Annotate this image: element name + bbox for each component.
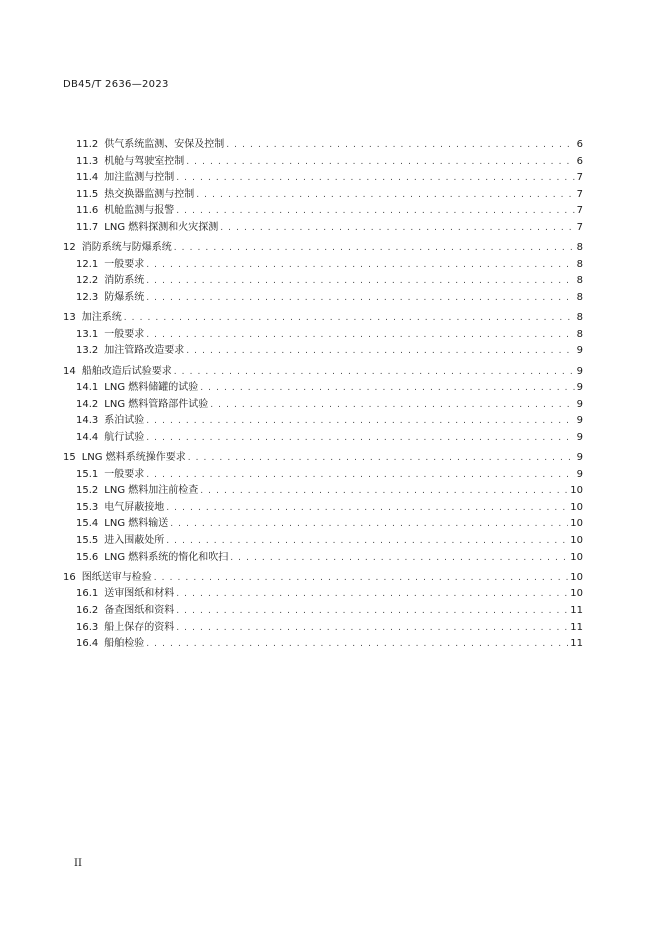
toc-leader-dots (176, 586, 568, 603)
toc-page-number: 9 (576, 398, 583, 410)
toc-entry-title: 系泊试验 (104, 415, 145, 427)
toc-leader-dots (174, 240, 575, 257)
toc-entry-title: 供气系统监测、安保及控制 (104, 139, 225, 150)
toc-leader-dots (154, 570, 569, 587)
toc-entry-title: 船上保存的资料 (104, 621, 175, 633)
toc-entry-title: 机舱与驾驶室控制 (104, 155, 185, 167)
toc-entry-title: 消防系统 (104, 275, 145, 287)
toc-entry-title: 消防系统与防爆系统 (81, 242, 172, 254)
toc-page-number: 8 (576, 242, 583, 254)
toc-entry-number: 15.6 (76, 551, 99, 563)
toc-page-number: 10 (570, 571, 583, 583)
toc-section-entry[interactable] (63, 586, 583, 603)
toc-leader-dots (230, 550, 568, 567)
document-code: DB45/T 2636—2023 (63, 79, 169, 90)
toc-leader-dots (174, 364, 575, 381)
toc-entry-title: 一般要求 (104, 468, 145, 480)
toc-section-entry[interactable] (63, 203, 583, 220)
toc-entry-number: 11.3 (76, 155, 99, 167)
toc-entry-number: 12.1 (76, 258, 99, 270)
toc-entry-title: 船舶检验 (104, 638, 145, 650)
toc-entry-number: 11.5 (76, 188, 99, 200)
toc-chapter-entry[interactable] (63, 450, 583, 467)
toc-entry-title: 图纸送审与检验 (81, 571, 152, 583)
toc-entry-title: 航行试验 (104, 431, 145, 443)
toc-leader-dots (196, 187, 574, 204)
toc-entry-title: 送审图纸和材料 (104, 588, 175, 600)
toc-section-entry[interactable] (63, 154, 583, 171)
toc-entry-title: LNG 燃料探测和火灾探测 (104, 221, 219, 233)
toc-section-entry[interactable] (63, 500, 583, 517)
toc-entry-number: 11.2 (76, 139, 99, 150)
toc-page-number: 11 (570, 621, 583, 633)
toc-page-number: 7 (576, 172, 583, 184)
toc-section-entry[interactable] (63, 257, 583, 274)
toc-entry-title: 船舶改造后试验要求 (81, 365, 172, 377)
toc-section-entry[interactable] (63, 516, 583, 533)
toc-entry-number: 14.4 (76, 431, 99, 443)
toc-entry-number: 13 (63, 312, 76, 324)
toc-page-number: 9 (576, 468, 583, 480)
toc-leader-dots (220, 220, 574, 237)
toc-entry-number: 16.4 (76, 638, 99, 650)
toc-section-entry[interactable] (63, 343, 583, 360)
toc-page-number: 8 (576, 312, 583, 324)
toc-page-number: 8 (576, 291, 583, 303)
toc-entry-title: 进入围蔽处所 (104, 535, 165, 547)
toc-leader-dots (186, 154, 574, 171)
toc-section-entry[interactable] (63, 550, 583, 567)
toc-page-number: 6 (576, 155, 583, 167)
toc-entry-number: 15.2 (76, 485, 99, 497)
toc-entry-title: LNG 燃料储罐的试验 (104, 382, 199, 394)
toc-entry-title: LNG 燃料输送 (104, 518, 169, 530)
toc-entry-number: 15.5 (76, 535, 99, 547)
toc-entry-number: 11.7 (76, 221, 99, 233)
toc-leader-dots (146, 290, 574, 307)
toc-entry-number: 15.1 (76, 468, 99, 480)
toc-entry-title: 一般要求 (104, 328, 145, 340)
toc-page-number: 11 (570, 638, 583, 650)
toc-entry-number: 14.1 (76, 382, 99, 394)
toc-entry-number: 15.3 (76, 501, 99, 513)
toc-entry-number: 15 (63, 452, 76, 464)
toc-page-number: 8 (576, 258, 583, 270)
toc-section-entry[interactable] (63, 170, 583, 187)
toc-entry-title: 防爆系统 (104, 291, 145, 303)
toc-page-number: 6 (576, 139, 583, 150)
table-of-contents (63, 137, 583, 653)
toc-page-number: 9 (576, 415, 583, 427)
toc-leader-dots (146, 636, 568, 653)
toc-entry-number: 13.2 (76, 345, 99, 357)
toc-leader-dots (176, 170, 574, 187)
toc-section-entry[interactable] (63, 467, 583, 484)
toc-leader-dots (146, 430, 574, 447)
toc-entry-title: 备查图纸和资料 (104, 605, 175, 616)
toc-entry-title: 机舱监测与报警 (104, 205, 175, 217)
toc-entry-number: 13.1 (76, 328, 99, 340)
toc-leader-dots (226, 137, 574, 154)
toc-entry-title: 热交换器监测与控制 (104, 188, 195, 200)
toc-page-number: 10 (570, 588, 583, 600)
toc-leader-dots (146, 327, 574, 344)
toc-page-number: 7 (576, 188, 583, 200)
toc-entry-number: 16.1 (76, 588, 99, 600)
toc-entry-number: 15.4 (76, 518, 99, 530)
toc-section-entry[interactable] (63, 533, 583, 550)
toc-page-number: 7 (576, 221, 583, 233)
toc-leader-dots (124, 310, 575, 327)
toc-page-number: 9 (576, 431, 583, 443)
toc-entry-number: 16.2 (76, 605, 99, 616)
toc-entry-title: 加注监测与控制 (104, 172, 175, 184)
toc-leader-dots (176, 203, 574, 220)
toc-section-entry[interactable] (63, 327, 583, 344)
toc-leader-dots (200, 483, 568, 500)
toc-page-number: 10 (570, 551, 583, 563)
toc-section-entry[interactable] (63, 380, 583, 397)
toc-page-number: 10 (570, 501, 583, 513)
toc-chapter-entry[interactable] (63, 240, 583, 257)
toc-entry-number: 12.2 (76, 275, 99, 287)
toc-leader-dots (176, 620, 568, 637)
toc-page-number: 10 (570, 518, 583, 530)
toc-section-entry[interactable] (63, 290, 583, 307)
toc-leader-dots (200, 380, 574, 397)
toc-entry-title: LNG 燃料系统的惰化和吹扫 (104, 551, 229, 563)
toc-leader-dots (146, 273, 574, 290)
toc-leader-dots (146, 257, 574, 274)
toc-leader-dots (166, 500, 568, 517)
toc-chapter-entry[interactable] (63, 570, 583, 587)
toc-page-number: 10 (570, 485, 583, 497)
toc-entry-title: LNG 燃料加注前检查 (104, 485, 199, 497)
toc-page-number: 8 (576, 328, 583, 340)
toc-section-entry[interactable] (63, 603, 583, 620)
toc-leader-dots (186, 343, 574, 360)
toc-section-entry[interactable] (63, 273, 583, 290)
toc-section-entry[interactable] (63, 430, 583, 447)
toc-entry-title: 一般要求 (104, 258, 145, 270)
toc-leader-dots (176, 603, 568, 620)
toc-chapter-entry[interactable] (63, 310, 583, 327)
toc-page-number: 7 (576, 205, 583, 217)
toc-page-number: 9 (576, 452, 583, 464)
toc-leader-dots (170, 516, 568, 533)
toc-entry-number: 11.4 (76, 172, 99, 184)
toc-page-number: 9 (576, 365, 583, 377)
toc-section-entry[interactable] (63, 187, 583, 204)
toc-section-entry[interactable] (63, 636, 583, 653)
toc-entry-number: 16 (63, 571, 76, 583)
toc-entry-title: 加注系统 (81, 312, 122, 324)
toc-entry-title: LNG 燃料管路部件试验 (104, 398, 209, 410)
toc-page-number: 11 (570, 605, 583, 616)
toc-leader-dots (146, 413, 574, 430)
toc-page-number: 9 (576, 382, 583, 394)
toc-page-number: 10 (570, 535, 583, 547)
toc-entry-title: 加注管路改造要求 (104, 345, 185, 357)
toc-entry-number: 14.2 (76, 398, 99, 410)
toc-leader-dots (166, 533, 568, 550)
toc-section-entry[interactable] (63, 397, 583, 414)
toc-entry-title: LNG 燃料系统操作要求 (81, 452, 186, 464)
toc-leader-dots (146, 467, 574, 484)
toc-section-entry[interactable] (63, 620, 583, 637)
toc-section-entry[interactable] (63, 413, 583, 430)
toc-page-number: 8 (576, 275, 583, 287)
toc-entry-title: 电气屏蔽接地 (104, 501, 165, 513)
page-folio: II (74, 858, 82, 869)
toc-section-entry[interactable] (63, 220, 583, 237)
toc-entry-number: 14 (63, 365, 76, 377)
toc-entry-number: 14.3 (76, 415, 99, 427)
toc-section-entry[interactable] (63, 137, 583, 154)
toc-leader-dots (210, 397, 574, 414)
toc-section-entry[interactable] (63, 483, 583, 500)
toc-entry-number: 12 (63, 242, 76, 254)
toc-entry-number: 16.3 (76, 621, 99, 633)
toc-entry-number: 12.3 (76, 291, 99, 303)
toc-chapter-entry[interactable] (63, 364, 583, 381)
toc-page-number: 9 (576, 345, 583, 357)
toc-entry-number: 11.6 (76, 205, 99, 217)
toc-leader-dots (188, 450, 575, 467)
